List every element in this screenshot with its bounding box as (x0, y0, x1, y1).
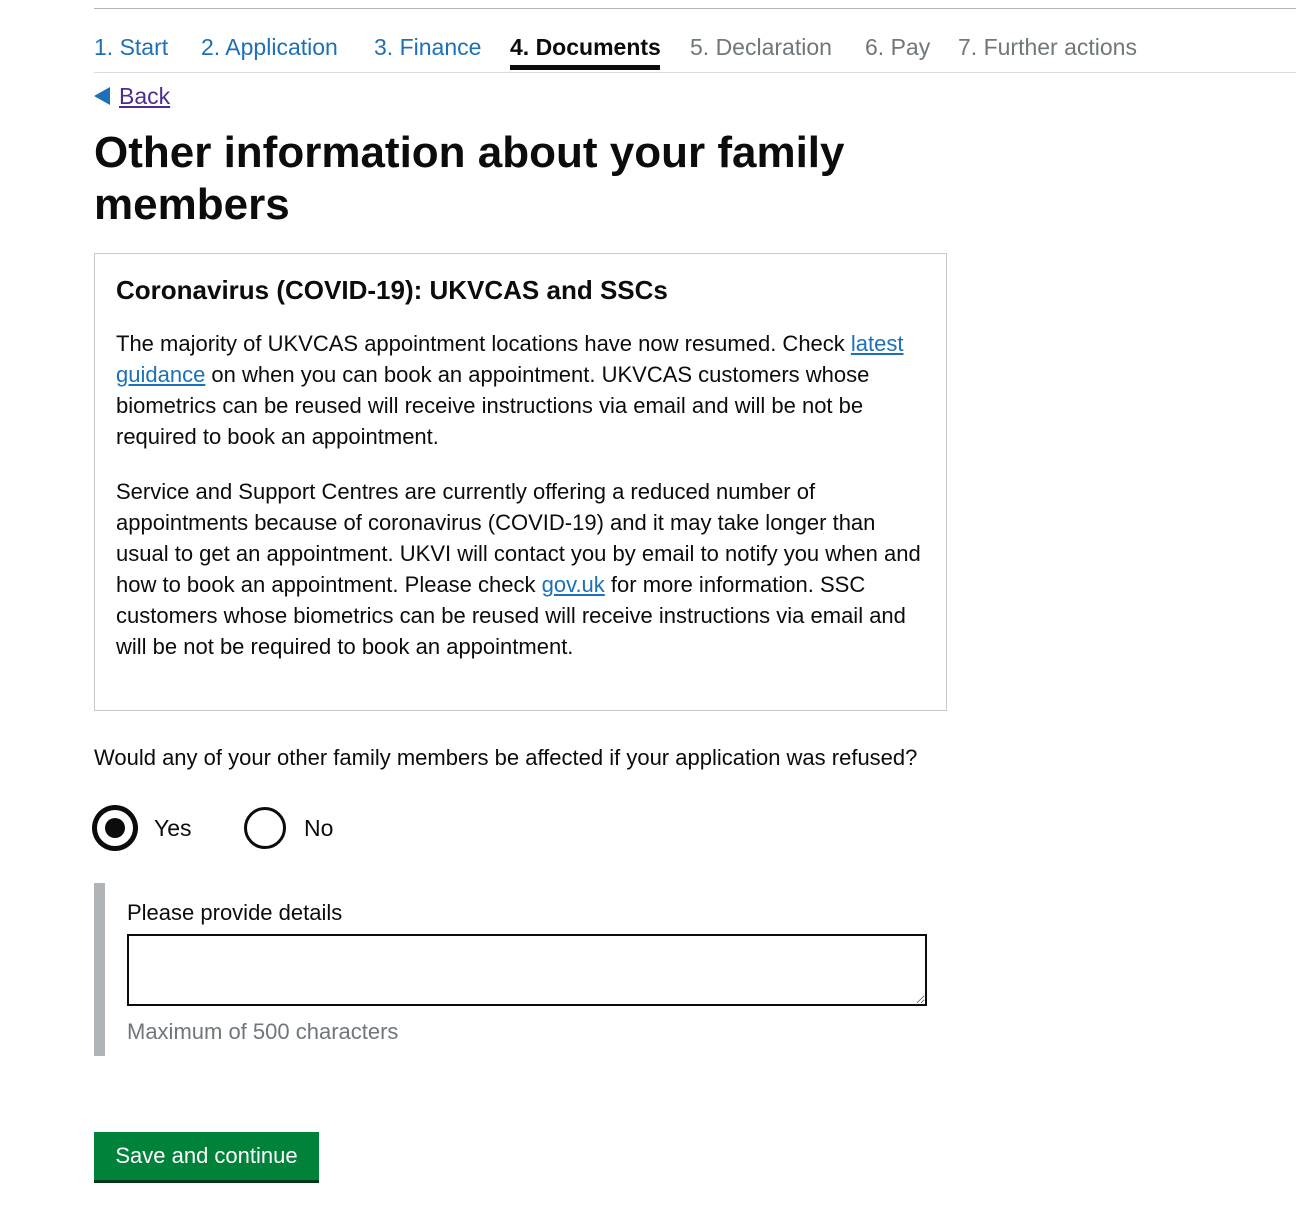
back-arrow-icon (94, 87, 110, 105)
step-pay: 6. Pay (865, 34, 931, 60)
latest-guidance-link[interactable]: latest guidance (116, 331, 904, 387)
notice-text: on when you can book an appointment. UKVCAS customers whose biometrics can be reused will receive instructions via email and will be not be required to book an appointment. (116, 362, 870, 449)
progress-steps (94, 30, 1296, 73)
family-affected-question: Would any of your other family members be affected if your application was refused? (94, 745, 918, 770)
notice-heading: Coronavirus (COVID-19): UKVCAS and SSCs (116, 275, 668, 305)
step-finance[interactable]: 3. Finance (374, 34, 482, 60)
gov-uk-link[interactable]: gov.uk (541, 572, 605, 597)
save-and-continue-button[interactable]: Save and continue (94, 1132, 319, 1180)
page-title: Other information about your family members (94, 128, 845, 229)
details-conditional-panel (94, 883, 965, 1056)
step-further-actions: 7. Further actions (958, 34, 1137, 60)
details-label: Please provide details (127, 900, 343, 925)
details-textarea[interactable] (127, 934, 927, 1006)
back-link-label: Back (119, 83, 171, 109)
radio-no[interactable] (244, 807, 333, 849)
back-link[interactable] (94, 80, 170, 112)
step-application[interactable]: 2. Application (201, 34, 338, 60)
covid-notice (94, 253, 947, 711)
radio-yes-label: Yes (154, 815, 192, 841)
step-documents: 4. Documents (510, 34, 661, 60)
current-step-indicator (510, 65, 660, 70)
notice-text: for more information. SSC customers whose biometrics can be reused will receive instructions via email and will be not be required to book an appointment. (116, 572, 906, 659)
step-start[interactable]: 1. Start (94, 34, 169, 60)
radio-yes-circle[interactable] (94, 807, 136, 849)
details-hint: Maximum of 500 characters (127, 1019, 399, 1044)
radio-yes[interactable] (94, 807, 192, 849)
radio-no-circle[interactable] (244, 807, 286, 849)
notice-paragraph-2 (116, 476, 926, 662)
step-declaration: 5. Declaration (690, 34, 832, 60)
top-divider (94, 8, 1296, 9)
notice-paragraph-1 (116, 328, 926, 452)
radio-no-label: No (304, 815, 334, 841)
notice-text: Service and Support Centres are currently offering a reduced number of appointments because of coronavirus (COVID-19) and it may take longer than usual to get an appointment. UKVI will contact you by email to notify you when and how to book an appointment. Please check (116, 479, 921, 597)
notice-text: The majority of UKVCAS appointment locations have now resumed. Check (116, 331, 851, 356)
